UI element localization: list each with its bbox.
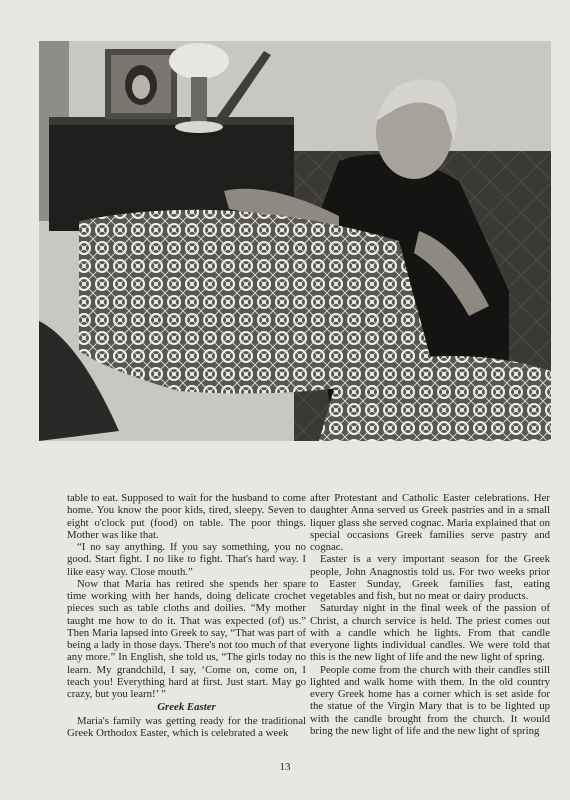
photo-illustration: [39, 41, 551, 441]
section-heading: Greek Easter: [157, 701, 216, 714]
paragraph: Easter is a very important season for the Greek people, John Anagnostis told us. For two weeks prior to Easter Sunday, Greek families fast, eating vegetables and fish, but no meat or dairy products.: [310, 553, 550, 602]
photograph-woman-with-crochet: [39, 41, 551, 441]
paragraph: table to eat. Supposed to wait for the husband to come home. You know the poor kids, tired, sleepy. Seven to eight o'clock put (food) on table. The poor things. Mother was like that.: [67, 492, 306, 541]
paragraph: Now that Maria has retired she spends her spare time working with her hands, doing delicate crochet pieces such as table cloths and doilies. “My mother taught me how to do it. That was expected (of) us.” Then Maria lapsed into Greek to say, “That was part of being a lady in those days. There's not too much of that any more.” In English, she told us, “The girls today no learn. My grandchild, I say, ‘Come on, come on, I teach you! Everything hard at first. Just start. May go crazy, but you learn!’ ”: [67, 577, 306, 700]
text-column-left: [67, 492, 306, 739]
paragraph: Saturday night in the final week of the passion of Christ, a church service is held. The priest comes out with a candle which he lights. From that candle everyone lights individual candles. We were told that this is the new light of life and the new light of spring.: [310, 602, 550, 664]
text-column-right: [310, 492, 550, 737]
paragraph: Maria's family was getting ready for the traditional Greek Orthodox Easter, which is celebrated a week: [67, 714, 306, 739]
page-number: 13: [279, 761, 291, 773]
paragraph: “I no say anything. If you say something, you no good. Start fight. I no like to fight. That's hard way. I like easy way. Close mouth.”: [67, 541, 306, 578]
paragraph: People come from the church with their candles still lighted and walk home with them. In the old country every Greek home has a corner which is set aside for the statue of the Virgin Mary that is to be lighted up with the candle brought from the church. It would bring the new light of life and the new light of spring: [310, 663, 550, 737]
paragraph: after Protestant and Catholic Easter celebrations. Her daughter Anna served us Greek pastries and in a small liquer glass she served cognac. Maria explained that on special occasions Greek families serve pastry and cognac.: [310, 492, 550, 553]
